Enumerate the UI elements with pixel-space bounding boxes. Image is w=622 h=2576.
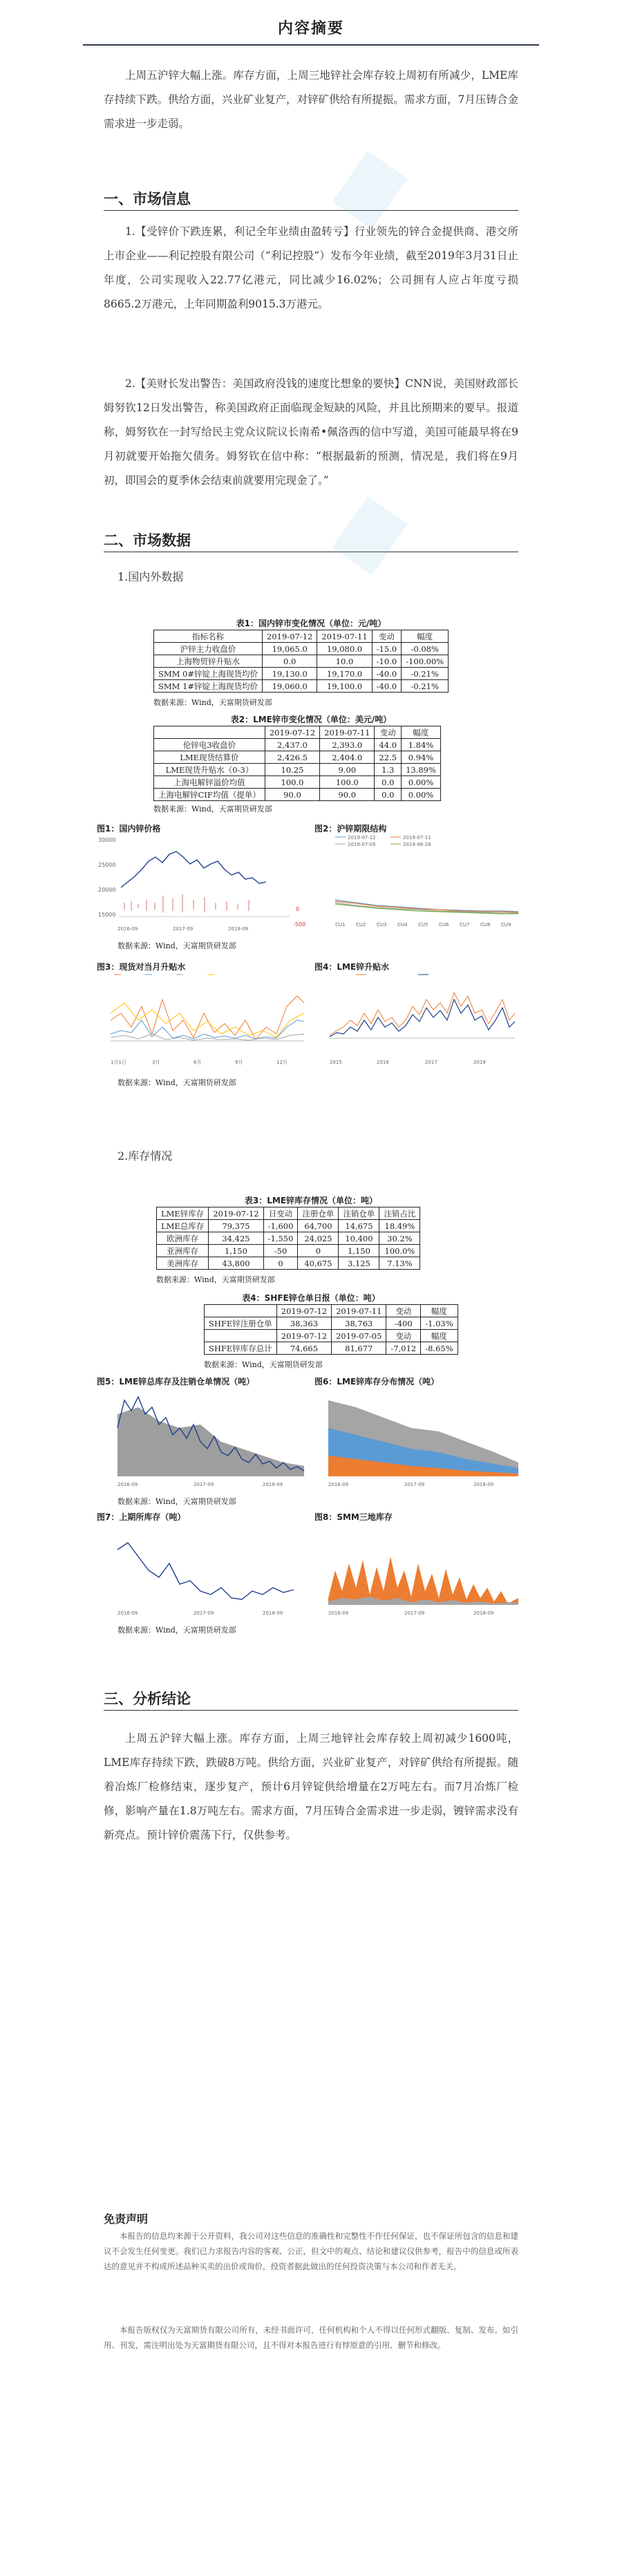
- figure-5-chart: [97, 1386, 314, 1490]
- page-title: 内容摘要: [277, 20, 344, 37]
- table-cell: 19,170.0: [317, 668, 372, 680]
- table-cell: -8.65%: [421, 1342, 458, 1355]
- svg-text:1月1日: 1月1日: [111, 1060, 126, 1065]
- table-cell: 19,130.0: [263, 668, 317, 680]
- table-cell: 2019-07-12: [276, 1330, 331, 1342]
- table-cell: -0.08%: [402, 643, 449, 655]
- table-row: [205, 1317, 458, 1330]
- table-cell: 变动: [386, 1330, 421, 1342]
- table-cell: 幅度: [421, 1305, 458, 1317]
- table-cell: 38,763: [332, 1317, 386, 1330]
- table-cell: -15.0: [372, 643, 402, 655]
- table-cell: 14,675: [339, 1220, 379, 1232]
- svg-text:2017: 2017: [425, 1060, 437, 1065]
- figure-7-chart: [97, 1522, 314, 1619]
- figure-1-title: 图1：国内锌价格: [97, 824, 161, 834]
- table-cell: 74,665: [276, 1342, 331, 1355]
- table-header-cell: 注册仓单: [298, 1207, 339, 1220]
- table-cell: 2,404.0: [320, 751, 375, 764]
- figure-4-title: 图4：LME锌升贴水: [314, 962, 390, 972]
- figure-6: [314, 1375, 525, 1490]
- table-cell: 19,100.0: [317, 680, 372, 693]
- table-header-cell: 日变动: [263, 1207, 298, 1220]
- table-cell: SMM 0#锌锭上海现货均价: [154, 668, 263, 680]
- figure-7: [97, 1511, 314, 1619]
- figure-5-title: 图5：LME锌总库存及注销仓单情况（吨）: [97, 1377, 255, 1386]
- table-cell: -1.03%: [421, 1317, 458, 1330]
- svg-text:2019-07-11: 2019-07-11: [403, 835, 431, 840]
- table-header-row: [154, 630, 449, 643]
- news-item-1-body: 行业领先的锌合金提供商、港交所上市企业——利记控股有限公司（“利记控股”）发布今年业绩，截至2019年3月31日止年度，公司实现收入22.77亿港元，同比减少16.02%；公司拥有人应占年度亏损8665.2万港元，上年同期盈利9015.3万港元。: [104, 225, 518, 310]
- svg-text:CU5: CU5: [418, 922, 428, 928]
- table-row: [157, 1257, 420, 1270]
- svg-text:2019-07-12: 2019-07-12: [348, 835, 376, 840]
- table-header-cell: 幅度: [402, 726, 441, 739]
- domestic-zinc-table: [153, 630, 449, 693]
- table-cell: 0.00%: [402, 776, 441, 789]
- figure-1-chart: [97, 834, 314, 932]
- table-cell: 10,400: [339, 1232, 379, 1245]
- figure-1: [97, 822, 314, 932]
- svg-text:20000: 20000: [98, 887, 116, 893]
- table-cell: 18.49%: [379, 1220, 420, 1232]
- table-cell: 100.0: [320, 776, 375, 789]
- table-header-cell: 变动: [375, 726, 402, 739]
- table-row: [157, 1220, 420, 1232]
- table-row: [154, 764, 441, 776]
- conclusion-paragraph: 上周五沪锌大幅上涨。库存方面，上周三地锌社会库存较上周初减少1600吨，LME库存持续下跌，跌破8万吨。供给方面，兴业矿业复产，对锌矿供给有所提振。随着冶炼厂检修结束，逐步复产，预计6月锌锭供给增量在2万吨左右。而7月冶炼厂检修，影响产量在1.8万吨左右。需求方面，7月压铸合金需求进一步走弱，镀锌需求没有新亮点。预计锌价震荡下行，仅供参考。: [104, 1732, 518, 1841]
- table-cell: LME总库存: [157, 1220, 209, 1232]
- table-cell: 变动: [386, 1305, 421, 1317]
- table-cell: LME现货结算价: [154, 751, 265, 764]
- table-cell: 2,393.0: [320, 739, 375, 751]
- table-row: [154, 655, 449, 668]
- table-cell: 0.94%: [402, 751, 441, 764]
- svg-text:12月: 12月: [276, 1060, 288, 1065]
- table-cell: 3,125: [339, 1257, 379, 1270]
- svg-text:2016-09: 2016-09: [328, 1482, 349, 1487]
- subsection-inventory: 2.库存情况: [117, 1149, 173, 1163]
- table-header-cell: 指标名称: [154, 630, 263, 643]
- table-cell: 1.3: [375, 764, 402, 776]
- table-header-cell: 2019-07-12: [209, 1207, 263, 1220]
- svg-text:2018-09: 2018-09: [263, 1610, 283, 1616]
- news-item-2: [104, 372, 518, 493]
- figure-3-title: 图3：现货对当月升贴水: [97, 962, 186, 972]
- svg-text:-500: -500: [293, 921, 306, 928]
- table-cell: 13.89%: [402, 764, 441, 776]
- table4-source: 数据来源：Wind，天富期货研发部: [204, 1360, 323, 1369]
- figure-3: [97, 961, 314, 1069]
- table-header-row: [154, 726, 441, 739]
- table3-caption: 表3：LME锌库存情况（单位：吨）: [244, 1196, 378, 1205]
- table-cell: 伦锌电3收盘价: [154, 739, 265, 751]
- table-cell: 90.0: [265, 789, 319, 801]
- table2-source: 数据来源：Wind，天富期货研发部: [153, 805, 272, 814]
- table-row: [205, 1330, 458, 1342]
- table-cell: 38,363: [276, 1317, 331, 1330]
- table1-caption: 表1：国内锌市变化情况（单位：元/吨）: [236, 619, 386, 628]
- table-cell: 2,426.5: [265, 751, 319, 764]
- table-cell: SHFE锌注册仓单: [205, 1317, 277, 1330]
- table-cell: -40.0: [372, 680, 402, 693]
- table-cell: -100.00%: [402, 655, 449, 668]
- table-cell: -50: [263, 1245, 298, 1257]
- svg-text:2017-09: 2017-09: [194, 1482, 214, 1487]
- svg-text:2017-09: 2017-09: [404, 1610, 425, 1616]
- table-cell: 19,065.0: [263, 643, 317, 655]
- table-cell: -1,550: [263, 1232, 298, 1245]
- table-cell: 0.0: [263, 655, 317, 668]
- figure-5: [97, 1375, 314, 1490]
- section-heading-conclusion: 三、分析结论: [104, 1690, 191, 1707]
- table-cell: -40.0: [372, 668, 402, 680]
- subsection-domestic-foreign: 1.国内外数据: [117, 570, 184, 583]
- svg-text:CU1: CU1: [335, 922, 346, 928]
- title-divider: [83, 44, 539, 46]
- svg-text:2016-09: 2016-09: [117, 1610, 138, 1616]
- table-cell: -1,600: [263, 1220, 298, 1232]
- table-row: [154, 680, 449, 693]
- table-cell: SHFE锌库存总计: [205, 1342, 277, 1355]
- table-row: [205, 1305, 458, 1317]
- news-item-1-headline: 1.【受锌价下跌连累，利记全年业绩由盈转亏】: [125, 225, 355, 238]
- svg-text:9月: 9月: [235, 1060, 243, 1065]
- table-cell: 40,675: [298, 1257, 339, 1270]
- svg-text:2017-09: 2017-09: [404, 1482, 425, 1487]
- svg-text:2018-09: 2018-09: [473, 1482, 494, 1487]
- table-cell: -0.21%: [402, 668, 449, 680]
- table-cell: 100.0%: [379, 1245, 420, 1257]
- figure-2-title: 图2：沪锌期限结构: [314, 824, 387, 834]
- svg-text:6月: 6月: [194, 1060, 202, 1065]
- section-heading-market-info: 一、市场信息: [104, 190, 191, 207]
- table-header-cell: 变动: [372, 630, 402, 643]
- news-item-1: [104, 220, 518, 317]
- table-cell: 9.00: [320, 764, 375, 776]
- table1-source: 数据来源：Wind，天富期货研发部: [153, 698, 272, 707]
- svg-text:2015: 2015: [330, 1060, 342, 1065]
- figure-2-chart: [314, 834, 525, 932]
- table-cell: 64,700: [298, 1220, 339, 1232]
- svg-text:2016: 2016: [377, 1060, 389, 1065]
- svg-text:2018-09: 2018-09: [473, 1610, 494, 1616]
- table-cell: 幅度: [421, 1330, 458, 1342]
- table-row: [154, 776, 441, 789]
- disclaimer-title: 免责声明: [104, 2212, 149, 2226]
- figure-6-title: 图6：LME锌库存分布情况（吨）: [314, 1377, 440, 1386]
- table-cell: 2,437.0: [265, 739, 319, 751]
- table-row: [154, 643, 449, 655]
- news-item-2-body: CNN说，美国财政部长姆努钦12日发出警告，称美国政府正面临现金短缺的风险，并且比预期来的要早。报道称，姆努钦在一封写给民主党众议院议长南希•佩洛西的信中写道，美国可能最早将在9月初就要开始拖欠债务。姆努钦在信中称：“根据最新的预测，情况是，我们将在9月初，即国会的夏季休会结束前就要用完现金了。”: [104, 377, 518, 487]
- svg-text:25000: 25000: [98, 862, 116, 868]
- figure-8-title: 图8：SMM三地库存: [314, 1512, 393, 1522]
- table-cell: 79,375: [209, 1220, 263, 1232]
- table-cell: 100.0: [265, 776, 319, 789]
- figure-3-chart: [97, 972, 314, 1069]
- table-cell: 1,150: [209, 1245, 263, 1257]
- lme-inventory-table: [156, 1207, 420, 1270]
- figure-7-8-source: 数据来源：Wind，天富期货研发部: [117, 1626, 236, 1635]
- table-header-cell: 2019-07-12: [265, 726, 319, 739]
- svg-text:3月: 3月: [152, 1060, 160, 1065]
- table-row: [154, 751, 441, 764]
- shfe-warrant-table: [204, 1304, 458, 1355]
- table-cell: [205, 1305, 277, 1317]
- svg-text:15000: 15000: [98, 912, 116, 918]
- svg-text:CU7: CU7: [460, 922, 470, 928]
- svg-text:2018: 2018: [473, 1060, 486, 1065]
- table-row: [157, 1245, 420, 1257]
- svg-text:2016-09: 2016-09: [117, 926, 138, 932]
- svg-text:CU3: CU3: [377, 922, 387, 928]
- section-heading-market-data: 二、市场数据: [104, 532, 191, 549]
- table-cell: 1.84%: [402, 739, 441, 751]
- svg-text:2018-09: 2018-09: [228, 926, 249, 932]
- disclaimer-paragraph-2: 本报告版权仅为天富期货有限公司所有，未经书面许可，任何机构和个人不得以任何形式翻版、复制、发布。如引用、刊发，需注明出处为天富期货有限公司，且不得对本报告进行有悖原意的引用、删节和修改。: [104, 2325, 518, 2350]
- table-cell: LME现货升贴水（0-3）: [154, 764, 265, 776]
- table-cell: 34,425: [209, 1232, 263, 1245]
- table-cell: 19,080.0: [317, 643, 372, 655]
- table-cell: -7,012: [386, 1342, 421, 1355]
- svg-text:CU9: CU9: [501, 922, 511, 928]
- svg-text:CU6: CU6: [439, 922, 449, 928]
- table-cell: -400: [386, 1317, 421, 1330]
- table-cell: 30.2%: [379, 1232, 420, 1245]
- table-cell: 24,025: [298, 1232, 339, 1245]
- table-header-row: [157, 1207, 420, 1220]
- figure-1-2-source: 数据来源：Wind，天富期货研发部: [117, 941, 236, 950]
- figure-8: [314, 1511, 525, 1619]
- table-cell: 10.0: [317, 655, 372, 668]
- table-header-cell: [154, 726, 265, 739]
- table-cell: 0.0: [375, 789, 402, 801]
- table-cell: 19,060.0: [263, 680, 317, 693]
- table-header-cell: 幅度: [402, 630, 449, 643]
- figure-8-chart: [314, 1522, 525, 1619]
- figure-2: [314, 822, 525, 932]
- lme-zinc-table: [153, 726, 441, 801]
- disclaimer-paragraph-1: 本报告的信息均来源于公开资料，我公司对这些信息的准确性和完整性不作任何保证，也不保证所包含的信息和建议不会发生任何变更。我们已力求报告内容的客观、公正，但文中的观点、结论和建议仅供参考，报告中的信息或所表达的意见并不构成所述品种买卖的出价或询价，投资者据此做出的任何投资决策与本公司和作者无关。: [104, 2231, 518, 2271]
- table-cell: SMM 1#锌锭上海现货均价: [154, 680, 263, 693]
- table-cell: 0: [263, 1257, 298, 1270]
- table-row: [205, 1342, 458, 1355]
- table-cell: 上海电解锌溢价均值: [154, 776, 265, 789]
- figure-3-4-source: 数据来源：Wind，天富期货研发部: [117, 1078, 236, 1087]
- table-row: [154, 668, 449, 680]
- figure-5-6-source: 数据来源：Wind，天富期货研发部: [117, 1497, 236, 1506]
- svg-text:2018-09: 2018-09: [263, 1482, 283, 1487]
- svg-text:2016-09: 2016-09: [117, 1482, 138, 1487]
- svg-text:CU2: CU2: [356, 922, 366, 928]
- table-cell: 0.00%: [402, 789, 441, 801]
- svg-text:CU4: CU4: [397, 922, 408, 928]
- table2-caption: 表2：LME锌市变化情况（单位：美元/吨）: [230, 715, 392, 724]
- table-row: [157, 1232, 420, 1245]
- table-cell: 上海电解锌CIF均值（提单）: [154, 789, 265, 801]
- table-header-cell: 注销仓单: [339, 1207, 379, 1220]
- table-header-cell: LME锌库存: [157, 1207, 209, 1220]
- table-cell: 10.25: [265, 764, 319, 776]
- table-cell: 2019-07-12: [276, 1305, 331, 1317]
- table3-source: 数据来源：Wind，天富期货研发部: [156, 1275, 275, 1284]
- table-cell: 43,800: [209, 1257, 263, 1270]
- svg-text:2017-09: 2017-09: [173, 926, 194, 932]
- svg-text:CU8: CU8: [480, 922, 491, 928]
- figure-6-chart: [314, 1386, 525, 1490]
- table-header-cell: 2019-07-12: [263, 630, 317, 643]
- svg-text:2019-07-05: 2019-07-05: [348, 842, 376, 847]
- svg-text:0: 0: [296, 906, 300, 912]
- table-cell: 上海物贸锌升贴水: [154, 655, 263, 668]
- table-header-cell: 2019-07-11: [320, 726, 375, 739]
- figure-7-title: 图7：上期所库存（吨）: [97, 1512, 186, 1522]
- table-cell: -0.21%: [402, 680, 449, 693]
- table-cell: 90.0: [320, 789, 375, 801]
- svg-text:2019-06-28: 2019-06-28: [403, 842, 431, 847]
- table-cell: 1,150: [339, 1245, 379, 1257]
- table-cell: 欧洲库存: [157, 1232, 209, 1245]
- table-header-cell: 2019-07-11: [317, 630, 372, 643]
- section-divider: [104, 210, 518, 211]
- svg-text:30000: 30000: [98, 837, 116, 843]
- table-cell: [205, 1330, 277, 1342]
- summary-paragraph: 上周五沪锌大幅上涨。库存方面，上周三地锌社会库存较上周初有所减少，LME库存持续下跌。供给方面，兴业矿业复产，对锌矿供给有所提振。需求方面，7月压铸合金需求进一步走弱。: [104, 69, 518, 130]
- table-cell: 美洲库存: [157, 1257, 209, 1270]
- table-cell: -10.0: [372, 655, 402, 668]
- table-header-cell: 注销占比: [379, 1207, 420, 1220]
- svg-text:2016-09: 2016-09: [328, 1610, 349, 1616]
- table-cell: 沪锌主力收盘价: [154, 643, 263, 655]
- news-item-2-headline: 2.【美财长发出警告：美国政府没钱的速度比想象的要快】: [125, 377, 406, 390]
- figure-4-chart: [314, 972, 525, 1069]
- table-cell: 44.0: [375, 739, 402, 751]
- svg-text:2017-09: 2017-09: [194, 1610, 214, 1616]
- table4-caption: 表4：SHFE锌仓单日报（单位：吨）: [242, 1293, 380, 1303]
- table-cell: 亚洲库存: [157, 1245, 209, 1257]
- table-cell: 2019-07-05: [332, 1330, 386, 1342]
- table-cell: 81,677: [332, 1342, 386, 1355]
- table-cell: 0: [298, 1245, 339, 1257]
- table-row: [154, 789, 441, 801]
- table-cell: 0.0: [375, 776, 402, 789]
- section-divider: [104, 1710, 518, 1711]
- figure-4: [314, 961, 525, 1069]
- table-cell: 2019-07-11: [332, 1305, 386, 1317]
- table-cell: 7.13%: [379, 1257, 420, 1270]
- table-row: [154, 739, 441, 751]
- table-cell: 22.5: [375, 751, 402, 764]
